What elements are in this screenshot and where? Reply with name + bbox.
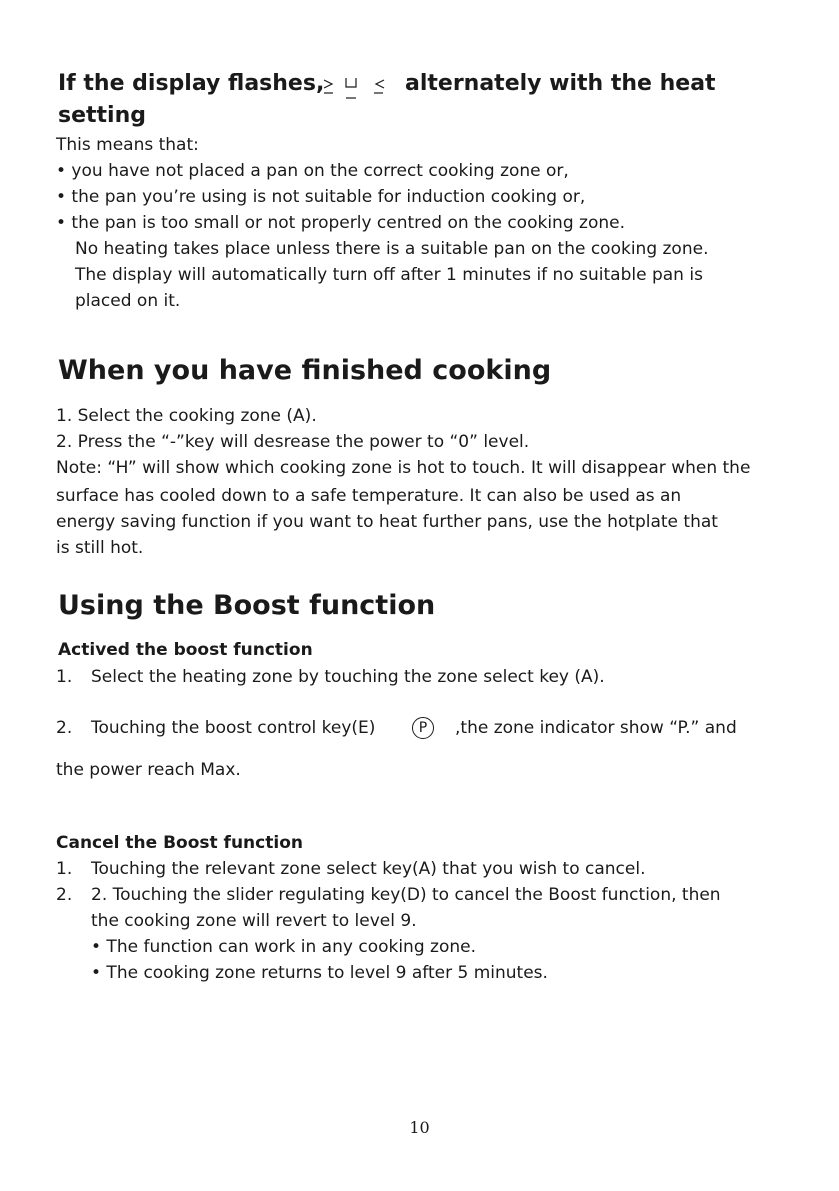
subheading-cancel-boost: Cancel the Boost function [56, 833, 303, 853]
section-title-boost: Using the Boost function [58, 590, 436, 621]
step-number: 2. [56, 885, 73, 905]
note-line: Note: “H” will show which cooking zone is hot to touch. It will disappear when the [56, 458, 751, 478]
title-comma: , [315, 71, 325, 96]
step-line: 1. Select the cooking zone (A). [56, 406, 317, 426]
step-text: the power reach Max. [56, 760, 241, 780]
boost-key-icon: P [412, 717, 434, 739]
step-line: 2. Press the “-”key will desrease the power to “0” level. [56, 432, 530, 452]
step-text: Select the heating zone by touching the zone select key (A). [91, 667, 605, 687]
note-line: is still hot. [56, 538, 144, 558]
title-part-before: If the display flashes [58, 71, 316, 96]
page-number: 10 [409, 1118, 430, 1137]
subheading-activate-boost: Actived the boost function [58, 640, 313, 660]
title-part-after: alternately with the heat [405, 71, 716, 96]
bullet-item: • the pan you’re using is not suitable for induction cooking or, [56, 187, 586, 207]
bullet-item: • the pan is too small or not properly centred on the cooking zone. [56, 213, 625, 233]
bullet-item: • The function can work in any cooking zone. [91, 937, 476, 957]
step-number: 2. [56, 718, 73, 738]
bullet-item: • you have not placed a pan on the correct cooking zone or, [56, 161, 569, 181]
step-number: 1. [56, 859, 73, 879]
step-text: the cooking zone will revert to level 9. [91, 911, 417, 931]
step-text: ,the zone indicator show “P.” and [455, 718, 737, 738]
note-line: energy saving function if you want to heat further pans, use the hotplate that [56, 512, 718, 532]
step-text: 2. Touching the slider regulating key(D) to cancel the Boost function, then [91, 885, 721, 905]
bullet-item: • The cooking zone returns to level 9 after 5 minutes. [91, 963, 548, 983]
step-text: Touching the relevant zone select key(A) that you wish to cancel. [91, 859, 646, 879]
note-line: No heating takes place unless there is a suitable pan on the cooking zone. [75, 239, 709, 259]
intro-text: This means that: [56, 135, 199, 155]
section-title-display-flashes [58, 71, 324, 96]
step-text: Touching the boost control key(E) [91, 718, 376, 738]
note-line: surface has cooled down to a safe temperature. It can also be used as an [56, 486, 682, 506]
pan-detection-display-icon [322, 74, 394, 104]
note-line: The display will automatically turn off after 1 minutes if no suitable pan is [75, 265, 703, 285]
title-line2: setting [58, 103, 146, 128]
section-title-finished-cooking: When you have finished cooking [58, 355, 552, 386]
note-line: placed on it. [75, 291, 181, 311]
step-number: 1. [56, 667, 73, 687]
